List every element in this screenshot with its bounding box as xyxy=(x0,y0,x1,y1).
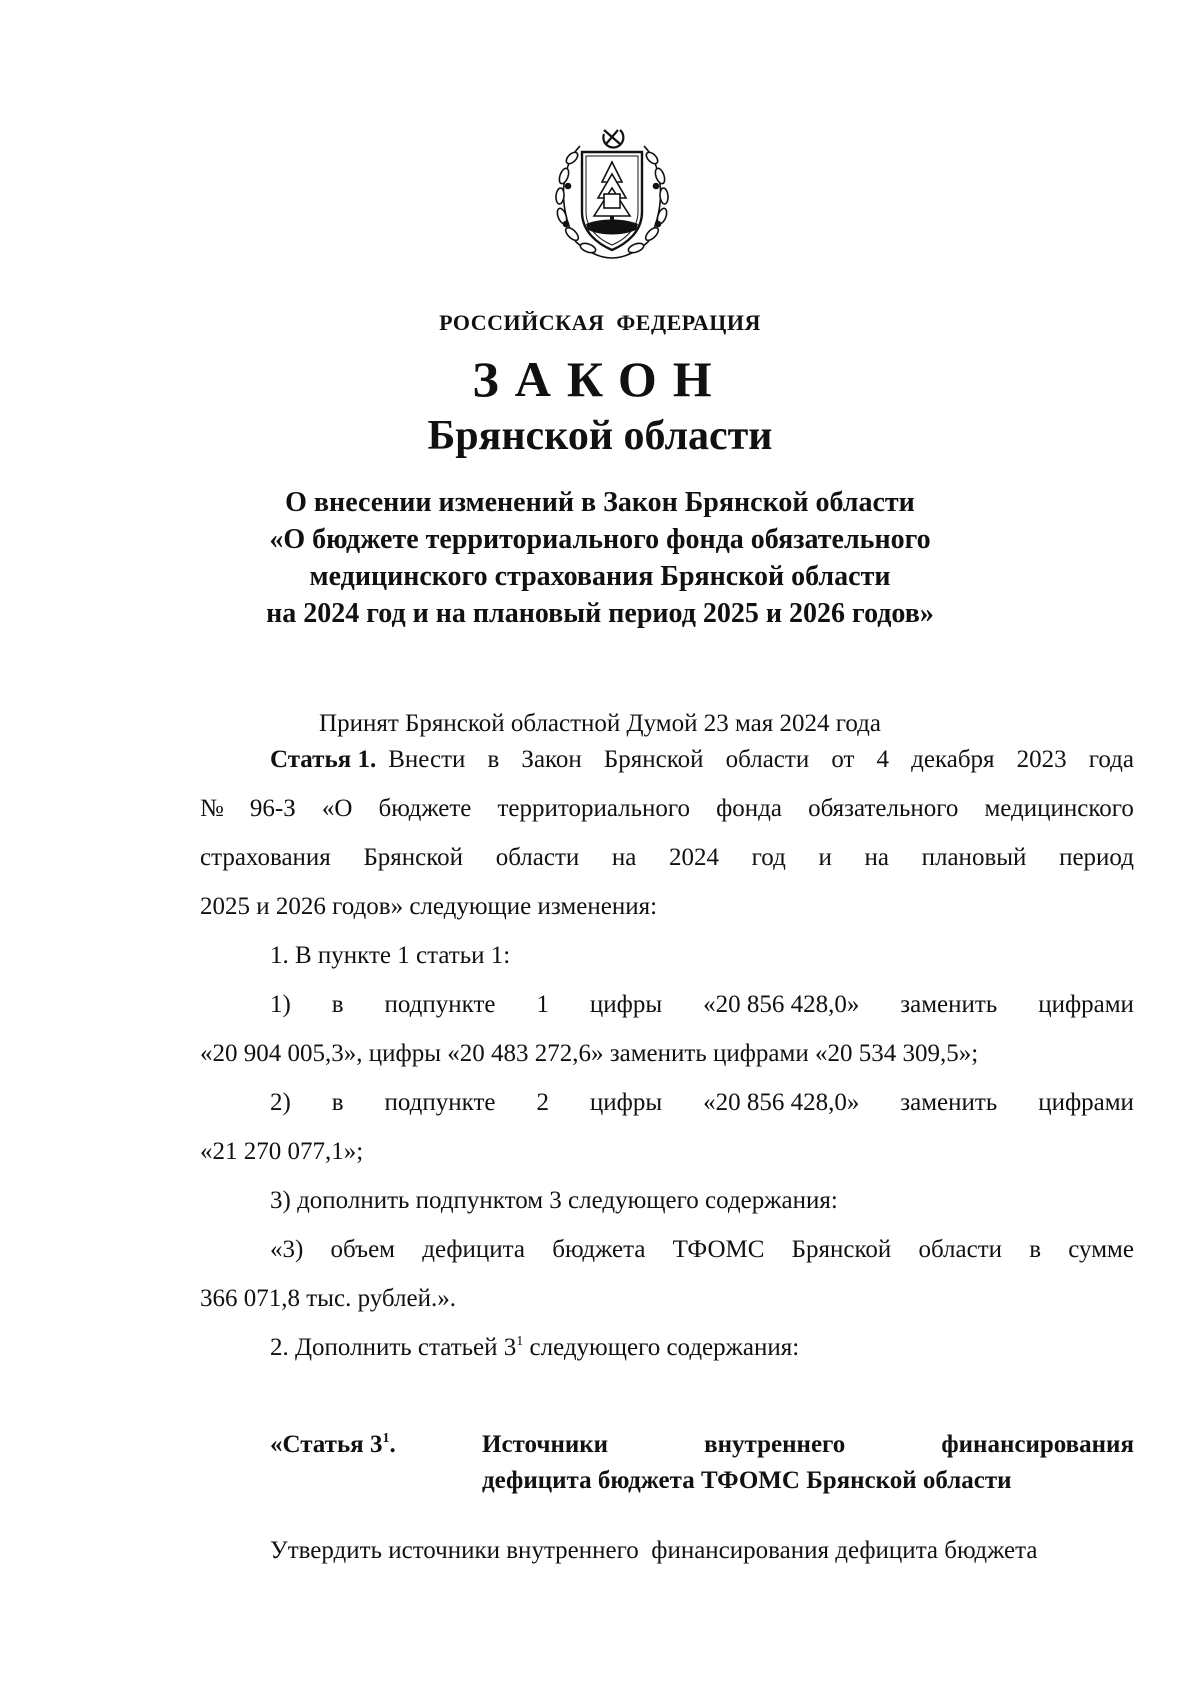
subitem2-word: цифрами xyxy=(1038,1089,1134,1116)
quote-word: области xyxy=(918,1236,1003,1263)
article3-1-title-line1 xyxy=(482,1431,1134,1459)
article1-word: медицинского xyxy=(984,795,1134,822)
subitem2-word: 2 xyxy=(536,1089,549,1116)
article1-word: обязательного xyxy=(808,795,959,822)
country-word-1: РОССИЙСКАЯ xyxy=(439,310,605,335)
article1-word: «О xyxy=(321,795,353,822)
quote-word: Брянской xyxy=(791,1236,892,1263)
article1-word: № xyxy=(200,795,224,822)
subitem2-word: в xyxy=(331,1089,344,1116)
item2-superscript: 1 xyxy=(516,1334,524,1349)
subitem1-word: 1) xyxy=(270,991,291,1018)
subitem1-word: цифры xyxy=(589,991,663,1018)
article1-label: Статья 1. xyxy=(270,746,377,773)
article1-word: на xyxy=(611,844,637,871)
article3-1-label-text: «Статья 3 xyxy=(270,1431,383,1458)
law-title-line: на 2024 год и на плановый период 2025 и 2026 годов» xyxy=(266,598,934,629)
quote-line1 xyxy=(270,1236,1134,1264)
subitem1-word: «20 856 428,0» xyxy=(703,991,860,1018)
article1-line4: 2025 и 2026 годов» следующие изменения: xyxy=(200,893,658,920)
item2-text: 2. Дополнить статьей 3 xyxy=(270,1334,517,1361)
country-heading xyxy=(0,310,1200,336)
subitem1-line2: «20 904 005,3», цифры «20 483 272,6» заменить цифрами «20 534 309,5»; xyxy=(200,1040,979,1067)
subitem2-line1 xyxy=(270,1089,1134,1117)
article1-first-line xyxy=(270,746,1134,774)
article1-word: территориального xyxy=(497,795,691,822)
quote-word: «3) xyxy=(270,1236,304,1263)
item2 xyxy=(270,1334,799,1362)
article1-word: 2024 xyxy=(669,844,720,871)
article1-line3 xyxy=(200,844,1134,872)
article3-1-body-line1: Утвердить источники внутреннего финансирования дефицита бюджета xyxy=(270,1537,1038,1564)
region-name: Брянской области xyxy=(427,413,773,459)
article3-1-label-dot: . xyxy=(389,1431,396,1458)
article1-word: Брянской xyxy=(363,844,464,871)
subitem2-word: цифры xyxy=(589,1089,663,1116)
quote-word: бюджета xyxy=(552,1236,646,1263)
article3-1-title-word: Источники xyxy=(482,1431,609,1458)
article1-word: декабря xyxy=(911,746,995,773)
law-title-line: медицинского страхования Брянской области xyxy=(309,561,891,592)
bryansk-oblast-coat-of-arms-icon xyxy=(546,124,678,264)
article1-word: года xyxy=(1088,746,1134,773)
article1-word: области xyxy=(725,746,810,773)
article1-word: страхования xyxy=(200,844,331,871)
article1-word: период xyxy=(1059,844,1134,871)
subitem1-word: цифрами xyxy=(1038,991,1134,1018)
item1: 1. В пункте 1 статьи 1: xyxy=(270,942,511,969)
article1-word: Внести xyxy=(388,746,466,773)
law-title-line: О внесении изменений в Закон Брянской области xyxy=(285,487,915,518)
subitem1-word: заменить xyxy=(900,991,998,1018)
article1-word: на xyxy=(864,844,889,871)
article1-word: от xyxy=(831,746,855,773)
article3-1-superscript: 1 xyxy=(382,1431,390,1446)
quote-word: в xyxy=(1029,1236,1042,1263)
law-title xyxy=(0,484,1200,632)
article3-1-label xyxy=(270,1431,396,1459)
article3-1-title-word: финансирования xyxy=(941,1431,1134,1458)
article1-word: 2023 xyxy=(1016,746,1067,773)
article1-line2 xyxy=(200,795,1134,823)
article1-word: 96-З xyxy=(249,795,296,822)
item2-text-end: следующего содержания: xyxy=(523,1334,800,1361)
quote-word: ТФОМС xyxy=(672,1236,765,1263)
subitem1-word: подпункте xyxy=(384,991,496,1018)
article1-word: год xyxy=(751,844,786,871)
quote-word: дефицита xyxy=(422,1236,526,1263)
subitem1-word: 1 xyxy=(536,991,549,1018)
article3-1-title-word: внутреннего xyxy=(704,1431,846,1458)
adoption-note: Принят Брянской областной Думой 23 мая 2024 года xyxy=(319,710,881,737)
subitem1-word: в xyxy=(331,991,344,1018)
article1-word: области xyxy=(495,844,580,871)
subitem1-line1 xyxy=(270,991,1134,1019)
article1-first-line-text xyxy=(388,746,1134,774)
law-title-line: «О бюджете территориального фонда обязательного xyxy=(269,524,931,555)
subitem2-word: заменить xyxy=(900,1089,998,1116)
quote-line2: 366 071,8 тыс. рублей.». xyxy=(200,1285,456,1312)
article1-word: бюджете xyxy=(378,795,472,822)
article1-word: плановый xyxy=(921,844,1027,871)
article1-word: и xyxy=(818,844,832,871)
quote-word: сумме xyxy=(1068,1236,1134,1263)
subitem2-word: подпункте xyxy=(384,1089,496,1116)
subitem3: 3) дополнить подпунктом 3 следующего содержания: xyxy=(270,1187,838,1214)
subitem2-word: 2) xyxy=(270,1089,291,1116)
article1-word: 4 xyxy=(876,746,890,773)
document-type: ЗАКОН xyxy=(472,351,728,407)
subitem2-word: «20 856 428,0» xyxy=(703,1089,860,1116)
article1-word: в xyxy=(487,746,500,773)
article1-word: Брянской xyxy=(603,746,704,773)
article1-word: Закон xyxy=(521,746,582,773)
article1-word: фонда xyxy=(716,795,782,822)
country-word-2: ФЕДЕРАЦИЯ xyxy=(616,310,761,335)
quote-word: объем xyxy=(330,1236,395,1263)
article3-1-title-line2: дефицита бюджета ТФОМС Брянской области xyxy=(482,1467,1012,1494)
subitem2-line2: «21 270 077,1»; xyxy=(200,1138,364,1165)
